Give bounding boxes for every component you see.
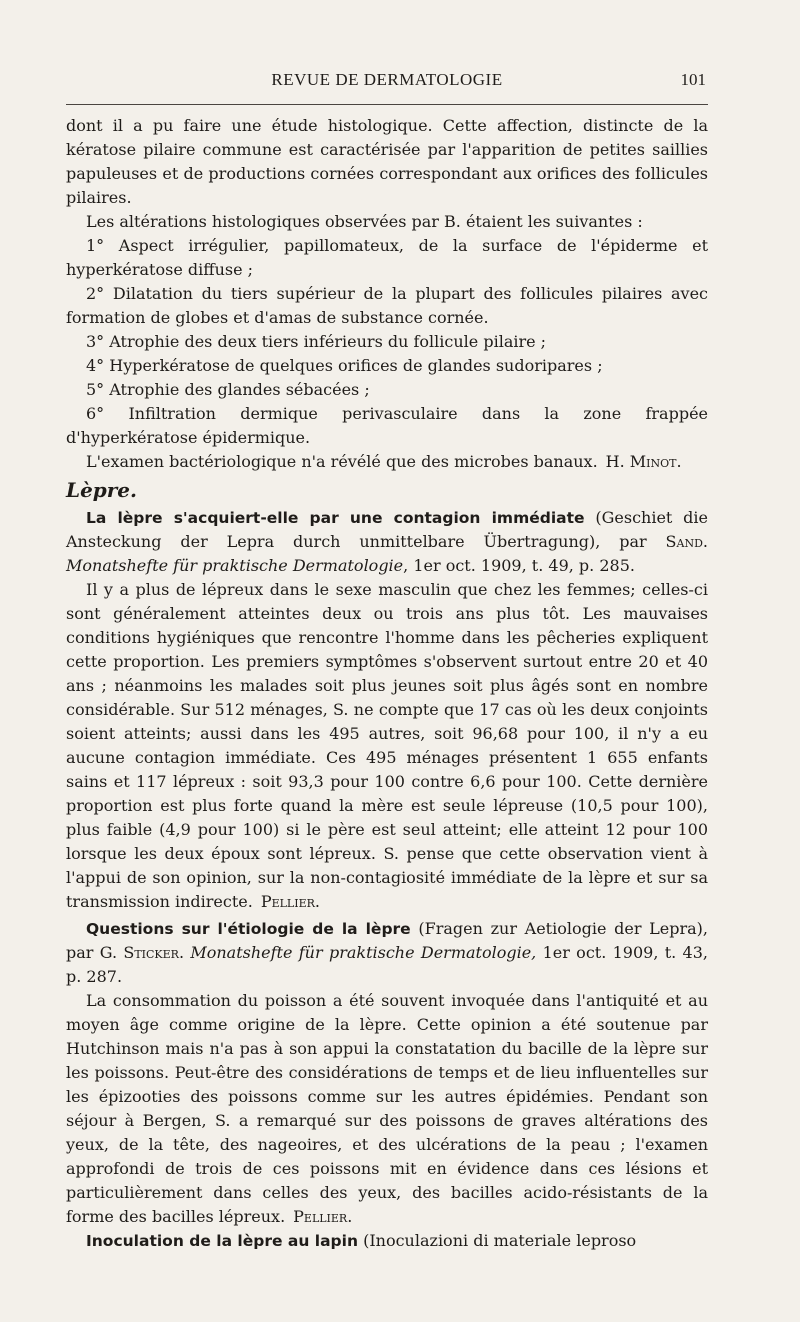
author-signature: H. Minot. xyxy=(605,452,682,471)
entry-ref-tail: , 1er oct. 1909, t. 49, p. 285. xyxy=(403,556,635,575)
entry-reference xyxy=(66,506,708,578)
entry-journal: Monatshefte für praktische Dermatologie xyxy=(66,556,404,575)
running-title: REVUE DE DERMATOLOGIE xyxy=(271,70,503,89)
entry-journal: Monatshefte für praktische Dermatologie, xyxy=(190,943,537,962)
intro-paragraph-2: Les altérations histologiques observées par B. étaient les suivantes : xyxy=(86,212,643,231)
entry-title: Inoculation de la lèpre au lapin xyxy=(86,1232,358,1250)
page-header xyxy=(66,66,708,100)
entry-summary-text: Il y a plus de lépreux dans le sexe masculin que chez les femmes; celles-ci sont généralement atteintes deux ou trois ans plus tôt. Les mauvaises conditions hygiéniques que rencontre l'homme dans les pêcheries expliquent cette proportion. Les premiers symptômes s'observent surtout entre 20 et 40 ans ; néanmoins les malades soit plus jeunes soit plus âgés sont en nombre considérable. Sur 512 ménages, S. ne compte que 17 cas où les deux conjoints soient atteints; aussi dans les 495 autres, soit 96,68 pour 100, il n'y a eu aucune contagion immédiate. Ces 495 ménages présentent 1 655 enfants sains et 117 lépreux : soit 93,3 pour 100 contre 6,6 pour 100. Cette dernière proportion est plus forte quand la mère est seule lépreuse (10,5 pour 100), plus faible (4,9 pour 100) si le père est seul atteint; elle atteint 12 pour 100 lorsque les deux époux sont lépreux. S. pense que cette observation vient à l'appui de son opinion, sur la non-contagiosité immédiate de la lèpre et sur sa transmission indirecte. xyxy=(66,580,708,911)
finding-item-5: 5° Atrophie des glandes sébacées ; xyxy=(86,380,370,399)
entry-ref-sep: . xyxy=(702,532,708,551)
entry-summary xyxy=(66,578,708,914)
page-number: 101 xyxy=(680,70,706,89)
header-rule xyxy=(66,104,708,105)
entry-summary xyxy=(66,989,708,1229)
finding-item-3: 3° Atrophie des deux tiers inférieurs du follicule pilaire ; xyxy=(86,332,547,351)
intro-paragraph: dont il a pu faire une étude histologique. Cette affection, distincte de la kératose pilaire commune est caractérisée par l'apparition de petites saillies papuleuses et de productions cornées correspondant aux orifices des follicules pilaires. xyxy=(66,116,708,207)
article-body xyxy=(66,114,708,1253)
entry-ref-sep: . xyxy=(178,943,191,962)
entry-author: Sticker xyxy=(123,943,179,962)
reviewer-signature: Pellier. xyxy=(293,1207,353,1226)
finding-item-1: 1° Aspect irrégulier, papillomateux, de la surface de l'épiderme et hyperkératose diffuse ; xyxy=(66,236,708,279)
entry-reference xyxy=(66,917,708,989)
entry-ref-text: (Inoculazioni di materiale leproso xyxy=(358,1231,637,1250)
entry-ref-text: (Geschiet die Ansteckung der Lepra durch unmittelbare Übertragung), par xyxy=(66,508,709,551)
entry-author: Sand xyxy=(665,532,703,551)
finding-item-4: 4° Hyperkératose de quelques orifices de glandes sudoripares ; xyxy=(86,356,603,375)
entry-ref-text: (Fragen zur Aetiologie der Lepra), par G. xyxy=(66,919,709,962)
entry-ref-tail: 1er oct. 1909, t. 43, p. 287. xyxy=(66,943,708,986)
section-heading: Lèpre. xyxy=(66,478,137,502)
entry-title: Questions sur l'étiologie de la lèpre xyxy=(86,920,411,938)
entry-title: La lèpre s'acquiert-elle par une contagion immédiate xyxy=(86,509,585,527)
finding-item-6: 6° Infiltration dermique perivasculaire dans la zone frappée d'hyperkératose épidermique. xyxy=(66,404,708,447)
intro-conclusion-text: L'examen bactériologique n'a révélé que des microbes banaux. xyxy=(86,452,598,471)
reviewer-signature: Pellier. xyxy=(260,892,320,911)
intro-conclusion xyxy=(66,450,708,474)
entry-summary-text: La consommation du poisson a été souvent invoquée dans l'antiquité et au moyen âge comme origine de la lèpre. Cette opinion a été soutenue par Hutchinson mais n'a pas à son appui la constatation du bacille de la lèpre sur les poissons. Peut-être des considérations de temps et de lieu influentelles sur les épizooties des poissons comme sur les autres épidémies. Pendant son séjour à Bergen, S. a remarqué sur des poissons de graves altérations des yeux, de la tête, des nageoires, et des ulcérations de la peau ; l'examen approfondi de trois de ces poissons mit en évidence dans ces lésions et particulièrement dans celles des yeux, des bacilles acido-résistants de la forme des bacilles lépreux. xyxy=(66,991,708,1226)
finding-item-2: 2° Dilatation du tiers supérieur de la plupart des follicules pilaires avec formation de globes et d'amas de substance cornée. xyxy=(66,284,708,327)
entry-reference xyxy=(66,1229,708,1253)
